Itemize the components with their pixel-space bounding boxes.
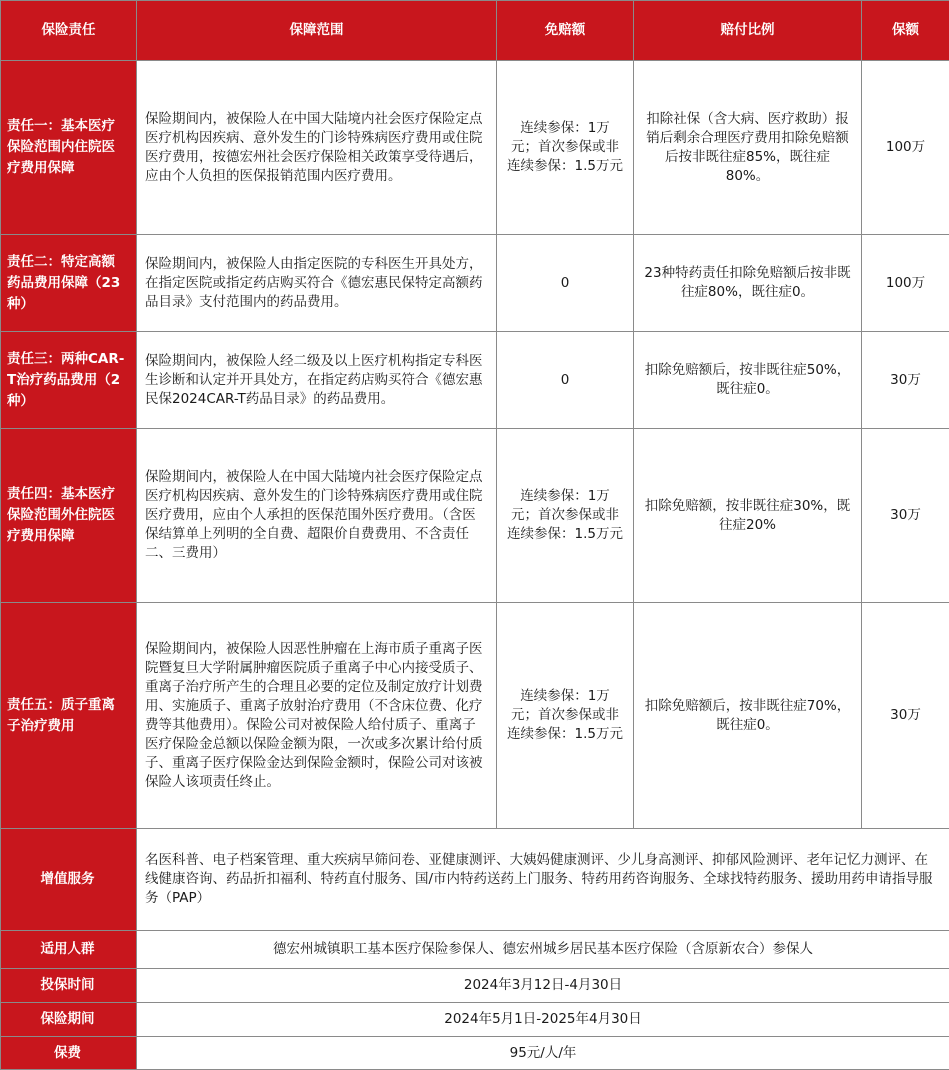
premium-row bbox=[1, 1037, 949, 1070]
coverage-scope: 保险期间内，被保险人在中国大陆境内社会医疗保险定点医疗机构因疾病、意外发生的门诊特殊病医疗费用或住院医疗费用，应由个人承担的医保范围外医疗费用。（含医保结算单上列明的全自费、超限价自费费用、不含责任二、三费用） bbox=[137, 429, 497, 603]
eligible-people-row bbox=[1, 931, 949, 969]
deductible: 连续参保：1万元；首次参保或非连续参保：1.5万元 bbox=[497, 429, 634, 603]
deductible: 连续参保：1万元；首次参保或非连续参保：1.5万元 bbox=[497, 603, 634, 829]
coverage-amount: 100万 bbox=[862, 235, 949, 332]
value-added-services-list: 名医科普、电子档案管理、重大疾病早筛问卷、亚健康测评、大姨妈健康测评、少儿身高测评、抑郁风险测评、老年记忆力测评、在线健康咨询、药品折扣福利、特药直付服务、国/市内特药送药上门服务、特药用药咨询服务、全球找特药服务、援助用药申请指导服务（PAP） bbox=[137, 829, 949, 931]
responsibility-name: 责任三：两种CAR-T治疗药品费用（2种） bbox=[1, 332, 137, 429]
premium-value: 95元/人/年 bbox=[137, 1037, 949, 1070]
value-added-services-row bbox=[1, 829, 949, 931]
value-added-services-label: 增值服务 bbox=[1, 829, 137, 931]
coverage-amount: 30万 bbox=[862, 332, 949, 429]
coverage-period-value: 2024年5月1日-2025年4月30日 bbox=[137, 1003, 949, 1037]
header-row bbox=[1, 1, 949, 61]
table-row bbox=[1, 429, 949, 603]
coverage-scope: 保险期间内，被保险人经二级及以上医疗机构指定专科医生诊断和认定并开具处方，在指定药店购买符合《德宏惠民保2024CAR-T药品目录》的药品费用。 bbox=[137, 332, 497, 429]
responsibility-name: 责任五：质子重离子治疗费用 bbox=[1, 603, 137, 829]
eligible-people-value: 德宏州城镇职工基本医疗保险参保人、德宏州城乡居民基本医疗保险（含原新农合）参保人 bbox=[137, 931, 949, 969]
deductible: 0 bbox=[497, 235, 634, 332]
enrollment-period-label: 投保时间 bbox=[1, 969, 137, 1003]
responsibility-name: 责任一：基本医疗保险范围内住院医疗费用保障 bbox=[1, 61, 137, 235]
enrollment-period-value: 2024年3月12日-4月30日 bbox=[137, 969, 949, 1003]
table-row bbox=[1, 603, 949, 829]
payout-ratio: 扣除免赔额后，按非既往症50%，既往症0。 bbox=[634, 332, 862, 429]
coverage-amount: 30万 bbox=[862, 603, 949, 829]
premium-label: 保费 bbox=[1, 1037, 137, 1070]
payout-ratio: 23种特药责任扣除免赔额后按非既往症80%，既往症0。 bbox=[634, 235, 862, 332]
responsibility-name: 责任四：基本医疗保险范围外住院医疗费用保障 bbox=[1, 429, 137, 603]
table-row bbox=[1, 61, 949, 235]
payout-ratio: 扣除社保（含大病、医疗救助）报销后剩余合理医疗费用扣除免赔额后按非既往症85%，既往症80%。 bbox=[634, 61, 862, 235]
deductible: 连续参保：1万元；首次参保或非连续参保：1.5万元 bbox=[497, 61, 634, 235]
payout-ratio: 扣除免赔额，按非既往症30%，既往症20% bbox=[634, 429, 862, 603]
coverage-period-row bbox=[1, 1003, 949, 1037]
enrollment-period-row bbox=[1, 969, 949, 1003]
table-row bbox=[1, 235, 949, 332]
coverage-scope: 保险期间内，被保险人在中国大陆境内社会医疗保险定点医疗机构因疾病、意外发生的门诊特殊病医疗费用或住院医疗费用，按德宏州社会医疗保险相关政策享受待遇后，应由个人负担的医保报销范围内医疗费用。 bbox=[137, 61, 497, 235]
header-deductible: 免赔额 bbox=[497, 1, 634, 61]
header-amount: 保额 bbox=[862, 1, 949, 61]
coverage-scope: 保险期间内，被保险人由指定医院的专科医生开具处方，在指定医院或指定药店购买符合《德宏惠民保特定高额药品目录》支付范围内的药品费用。 bbox=[137, 235, 497, 332]
deductible: 0 bbox=[497, 332, 634, 429]
coverage-amount: 30万 bbox=[862, 429, 949, 603]
header-scope: 保障范围 bbox=[137, 1, 497, 61]
coverage-scope: 保险期间内，被保险人因恶性肿瘤在上海市质子重离子医院暨复旦大学附属肿瘤医院质子重离子中心内接受质子、重离子治疗所产生的合理且必要的定位及制定放疗计划费用、实施质子、重离子放射治疗费用（不含床位费、化疗费等其他费用）。保险公司对被保险人给付质子、重离子医疗保险金总额以保险金额为限，一次或多次累计给付质子、重离子医疗保险金达到保险金额时，保险公司对该被保险人该项责任终止。 bbox=[137, 603, 497, 829]
payout-ratio: 扣除免赔额后，按非既往症70%，既往症0。 bbox=[634, 603, 862, 829]
coverage-period-label: 保险期间 bbox=[1, 1003, 137, 1037]
header-ratio: 赔付比例 bbox=[634, 1, 862, 61]
table-row bbox=[1, 332, 949, 429]
eligible-people-label: 适用人群 bbox=[1, 931, 137, 969]
coverage-amount: 100万 bbox=[862, 61, 949, 235]
header-responsibility: 保险责任 bbox=[1, 1, 137, 61]
responsibility-name: 责任二：特定高额药品费用保障（23种） bbox=[1, 235, 137, 332]
